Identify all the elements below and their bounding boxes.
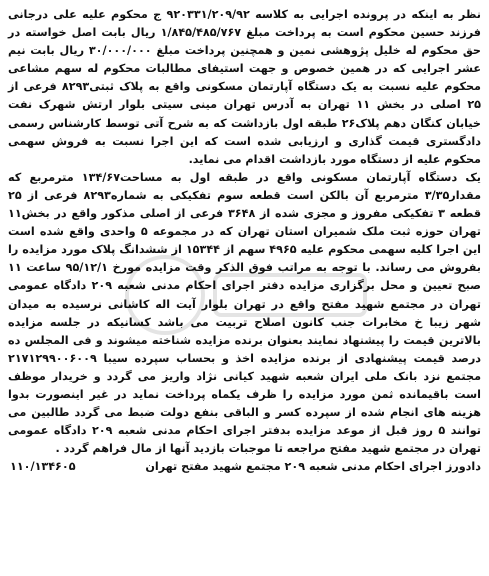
notice-paragraph-1: نظر به اینکه در پرونده اجرایی به کلاسه ۹۲۰۳۳۱/۲۰۹/۹۲ ج محکوم علیه علی درجانی فرزند حسین محکوم است به پرداخت مبلغ ۱/۸۴۵/۴۸۵/۷۶۷ ریال بابت اصل خواسته در حق محکوم له خلیل پژوهشی نمین و همچنین پرداخت مبلغ ۳۰/۰۰۰/۰۰۰ ریال بابت نیم عشر اجرایی که در همین خصوص و جهت استیفای مطالبات محکوم له سهم مشاعی محکوم علیه نسبت به یک دستگاه آپارتمان مسکونی واقع به پلاک ثبتی۸۲۹۳ فرعی از ۲۵ اصلی در بخش ۱۱ تهران به آدرس تهران مینی سیتی بلوار ارتش شهرک نفت خیابان کنگان دهم پلاک۲۶ طبقه اول بازداشت که به شرح آتی توسط کارشناس رسمی دادگستری قیمت گذاری و ارزیابی شده است که این اجرا نسبت به فروش سهمی محکوم علیه از دستگاه مورد بازداشت اقدام می نماید.: [8, 8, 482, 166]
notice-signature: دادورز اجرای احکام مدنی شعبه ۲۰۹ مجتمع شهید مفتح تهران: [145, 460, 481, 474]
notice-footer: [8, 458, 481, 476]
notice-body: [8, 6, 481, 458]
notice-paragraph-2: یک دستگاه آپارتمان مسکونی واقع در طبقه اول به مساحت۱۳۴/۶۷ مترمربع که مقدار۳/۳۵ مترمربع آن بالکن است قطعه سوم تفکیکی به شماره۸۲۹۳ فرعی از ۲۵ قطعه ۳ تفکیکی مفروز و مجزی شده از ۳۶۴۸ فرعی از اصلی مذکور واقع در بخش۱۱ تهران حوزه ثبت ملک شمیران استان تهران که در مجموعه ۵ واحدی واقع شده است این اجرا کلیه سهمی محکوم علیه ۴۹۶۵ سهم از ۱۵۳۴۴ از ششدانگ پلاک مورد مزایده را بفروش می رساند. با توجه به مراتب فوق الذکر وقت مزایده مورخ ۹۵/۱۲/۱ ساعت ۱۱ صبح تعیین و محل برگزاری مزایده دفتر اجرای احکام مدنی شعبه ۲۰۹ دادگاه عمومی تهران در مجتمع شهید مفتح واقع در تهران بلوار آیت اله کاشانی نرسیده به میدان شهر زیبا خ مخابرات جنب کانون اصلاح تربیت می باشد کسانیکه در جلسه مزایده بالاترین قیمت را پیشنهاد نمایند بعنوان برنده مزایده شناخته میشوند و فی المجلس ده درصد قیمت پیشنهادی از برنده مزایده اخذ و بحساب سپرده سیبا ۲۱۷۱۲۹۹۰۰۶۰۰۹ مجتمع نزد بانک ملی ایران شعبه شهید کیانی نژاد واریز می گردد و خریدار موظف است باقیمانده ثمن مورد مزایده را ظرف یکماه پرداخت نماید در غیر اینصورت بدوا هزینه های انجام شده از سپرده کسر و الباقی بنفع دولت ضبط می گردد طالبین می توانند ۵ روز قبل از موعد مزایده بدفتر اجرای احکام مدنی شعبه ۲۰۹ دادگاه عمومی تهران در مجتمع شهید مفتح مراجعه تا موجبات بازدید آنها از مال فراهم گردد .: [8, 170, 482, 456]
notice-code: ۱۱۰/۱۳۴۶۰۵: [10, 460, 76, 474]
